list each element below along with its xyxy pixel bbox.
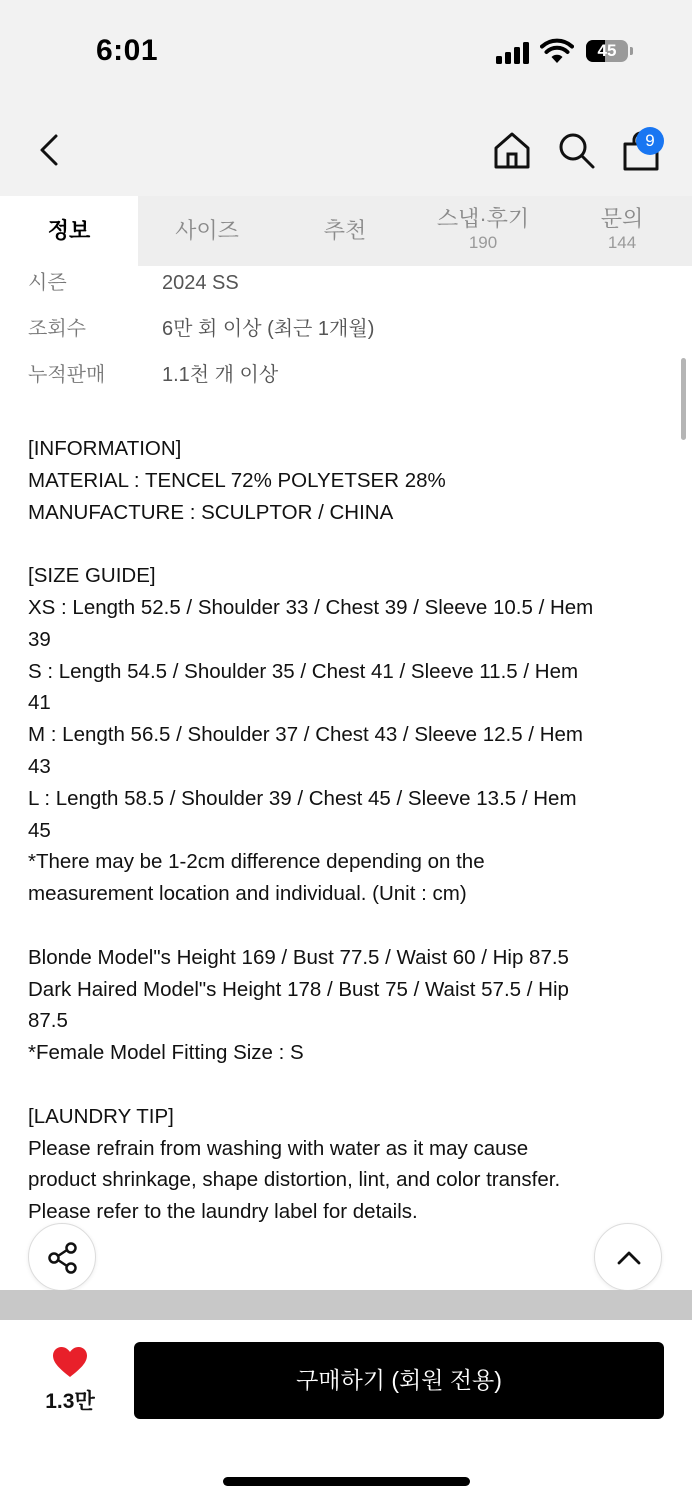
description-line xyxy=(28,910,668,942)
cart-count-badge: 9 xyxy=(636,127,664,155)
description-line: M : Length 56.5 / Shoulder 37 / Chest 43 / Sleeve 12.5 / Hem xyxy=(28,723,583,747)
like-count: 1.3만 xyxy=(45,1390,95,1413)
search-icon[interactable] xyxy=(556,130,596,170)
tab-inquiry[interactable] xyxy=(552,196,692,266)
tab-size[interactable] xyxy=(138,196,276,266)
description-line: MATERIAL : TENCEL 72% POLYETSER 28% xyxy=(28,468,446,492)
heart-icon[interactable] xyxy=(52,1346,88,1378)
status-time: 6:01 xyxy=(96,34,159,67)
description-line xyxy=(28,528,668,560)
content-divider xyxy=(0,1290,692,1320)
description-line: 39 xyxy=(28,627,51,651)
home-indicator xyxy=(223,1477,470,1486)
description-line: Blonde Model"s Height 169 / Bust 77.5 / Waist 60 / Hip 87.5 xyxy=(28,945,569,969)
info-label: 조회수 xyxy=(28,318,86,340)
description-line: Please refrain from washing with water as it may cause xyxy=(28,1136,529,1160)
description-line: [INFORMATION] xyxy=(28,437,182,460)
tab-label: 문의 xyxy=(600,206,644,231)
chevron-up-icon xyxy=(612,1241,646,1275)
info-value: 1.1천 개 이상 xyxy=(162,364,279,386)
home-icon[interactable] xyxy=(492,130,532,170)
info-value: 2024 SS xyxy=(162,272,239,294)
description-line: 43 xyxy=(28,754,51,778)
tab-label: 정보 xyxy=(47,218,91,243)
cellular-signal-icon xyxy=(496,42,532,64)
info-value: 6만 회 이상 (최근 1개월) xyxy=(162,318,375,340)
tab-label: 추천 xyxy=(323,218,367,243)
description-line: measurement location and individual. (Unit : cm) xyxy=(28,882,467,906)
product-description xyxy=(28,433,668,1228)
share-button[interactable] xyxy=(28,1223,96,1291)
description-line: 45 xyxy=(28,818,51,842)
product-tabs xyxy=(0,196,692,266)
buy-button[interactable]: 구매하기 (회원 전용) xyxy=(134,1342,664,1419)
description-line: L : Length 58.5 / Shoulder 39 / Chest 45 / Sleeve 13.5 / Hem xyxy=(28,786,577,810)
tab-recommend[interactable] xyxy=(276,196,414,266)
share-icon xyxy=(46,1241,80,1275)
description-line xyxy=(28,1069,668,1101)
wifi-icon xyxy=(540,38,574,64)
battery-icon xyxy=(586,40,632,62)
scrollbar[interactable] xyxy=(681,358,686,440)
tab-label: 사이즈 xyxy=(175,218,239,243)
description-line: S : Length 54.5 / Shoulder 35 / Chest 41 / Sleeve 11.5 / Hem xyxy=(28,659,579,683)
back-arrow-icon[interactable] xyxy=(30,130,70,170)
status-bar xyxy=(0,0,692,100)
description-line: 87.5 xyxy=(28,1009,68,1033)
tab-count: 144 xyxy=(607,233,637,252)
tab-snap-reviews[interactable] xyxy=(414,196,552,266)
tab-label: 스냅·후기 xyxy=(436,206,530,231)
description-line: [LAUNDRY TIP] xyxy=(28,1104,174,1128)
description-line: Please refer to the laundry label for details. xyxy=(28,1200,418,1224)
battery-level: 45 xyxy=(597,41,617,60)
description-line: *Female Model Fitting Size : S xyxy=(28,1041,304,1065)
description-line: product shrinkage, shape distortion, lint, and color transfer. xyxy=(28,1168,561,1192)
tab-info[interactable] xyxy=(0,196,138,266)
description-line: XS : Length 52.5 / Shoulder 33 / Chest 39 / Sleeve 10.5 / Hem xyxy=(28,595,594,619)
description-line: 41 xyxy=(28,691,51,715)
info-label: 시즌 xyxy=(28,272,67,294)
description-line: *There may be 1-2cm difference depending on the xyxy=(28,850,485,874)
tab-count: 190 xyxy=(468,233,498,252)
description-line: [SIZE GUIDE] xyxy=(28,564,156,588)
scroll-to-top-button[interactable] xyxy=(594,1223,662,1291)
description-line: MANUFACTURE : SCULPTOR / CHINA xyxy=(28,500,394,524)
info-label: 누적판매 xyxy=(28,364,106,386)
description-line: Dark Haired Model"s Height 178 / Bust 75 / Waist 57.5 / Hip xyxy=(28,977,569,1001)
